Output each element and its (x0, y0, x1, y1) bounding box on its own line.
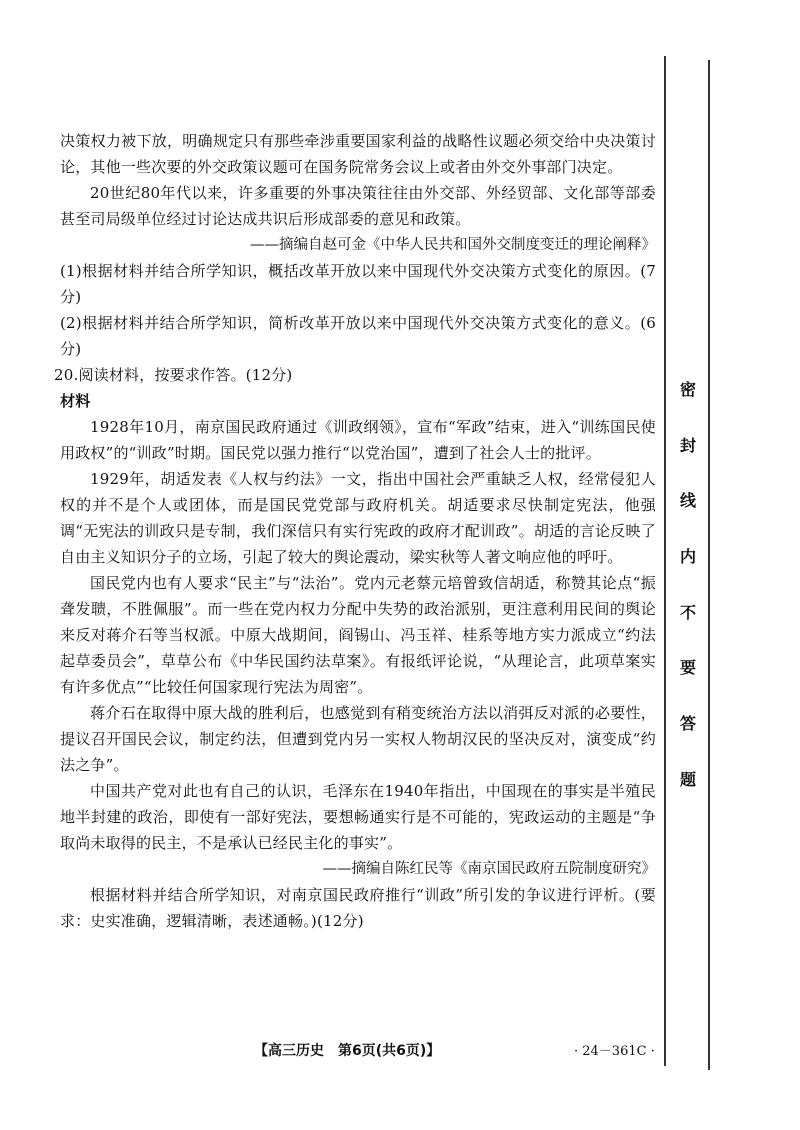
seal-char: 要 (679, 658, 696, 678)
question-19-part-1: (1)根据材料并结合所学知识，概括改革开放以来中国现代外交决策方式变化的原因。(7分) (60, 262, 656, 306)
seal-char: 密 (679, 380, 696, 399)
material-paragraph: 中国共产党对此也有自己的认识，毛泽东在1940年指出，中国现在的事实是半殖民地半封建的政治，即使有一部好宪法，要想畅通实行是不可能的，宪政运动的主题是“争取尚未取得的民主，不是承认已经民主化的事实”。 (60, 782, 656, 852)
material-paragraph: 1928年10月，南京国民政府通过《训政纲领》，宣布“军政”结束，进入“训练国民使用政权”的“训政”时期。国民党以强力推行“以党治国”，遭到了社会人士的批评。 (60, 418, 656, 462)
material-paragraph: 蒋介石在取得中原大战的胜利后，也感觉到有稍变统治方法以消弭反对派的必要性，提议召开国民会议，制定约法，但遭到党内另一实权人物胡汉民的坚决反对，演变成“约法之争”。 (60, 704, 656, 774)
seal-char: 不 (679, 602, 696, 622)
seal-char: 线 (679, 491, 696, 511)
seal-line-notice (678, 380, 698, 826)
binding-line-outer (664, 56, 666, 1066)
seal-char: 答 (679, 714, 696, 734)
page-number: 【高三历史 第6页(共6页)】 (254, 1043, 441, 1059)
material-paragraph: 国民党内也有人要求“民主”与“法治”。党内元老蔡元培曾致信胡适，称赞其论点“振聋发聩，不胜佩服”。而一些在党内权力分配中失势的政治派别，更注意利用民间的舆论来反对蒋介石等当权派。中原大战期间，阎锡山、冯玉祥、桂系等地方实力派成立“约法起草委员会”，草草公布《中华民国约法草案》。有报纸评论说，“从理论言，此项草案实有许多优点”“比较任何国家现行宪法为周密”。 (60, 574, 656, 696)
source-citation: ——摘编自陈红民等《南京国民政府五院制度研究》 (322, 861, 656, 877)
exam-code: · 24－361C · (574, 1044, 655, 1059)
source-citation: ——摘编自赵可金《中华人民共和国外交制度变迁的理论阐释》 (250, 237, 656, 253)
material-paragraph: 决策权力被下放，明确规定只有那些牵涉重要国家利益的战略性议题必须交给中央决策讨论，其他一些次要的外交政策议题可在国务院常务会议上或者由外交外事部门决定。 (60, 132, 656, 176)
question-19-part-2: (2)根据材料并结合所学知识，简析改革开放以来中国现代外交决策方式变化的意义。(6分) (60, 314, 656, 358)
seal-char: 封 (679, 435, 696, 455)
material-paragraph: 1929年，胡适发表《人权与约法》一文，指出中国社会严重缺乏人权，经常侵犯人权的并不是个人或团体，而是国民党党部与政府机关。胡适要求尽快制定宪法，他强调“无宪法的训政只是专制，我们深信只有实行宪政的政府才配训政”。胡适的言论反映了自由主义知识分子的立场，引起了较大的舆论震动，梁实秋等人著文响应他的呼吁。 (60, 470, 656, 566)
page-footer (0, 1040, 800, 1066)
question-20-prompt: 根据材料并结合所学知识，对南京国民政府推行“训政”所引发的争议进行评析。(要求：史实准确，逻辑清晰，表述通畅。)(12分) (60, 886, 656, 930)
seal-char: 题 (679, 769, 696, 789)
material-label: 材料 (60, 392, 91, 410)
question-20-title: 20.阅读材料，按要求作答。(12分) (54, 366, 293, 384)
page-content (54, 128, 656, 934)
seal-char: 内 (679, 547, 696, 567)
material-paragraph: 20世纪80年代以来，许多重要的外事决策往往由外交部、外经贸部、文化部等部委甚至司局级单位经过讨论达成共识后形成部委的意见和政策。 (60, 184, 656, 228)
binding-line-inner (708, 60, 710, 1070)
